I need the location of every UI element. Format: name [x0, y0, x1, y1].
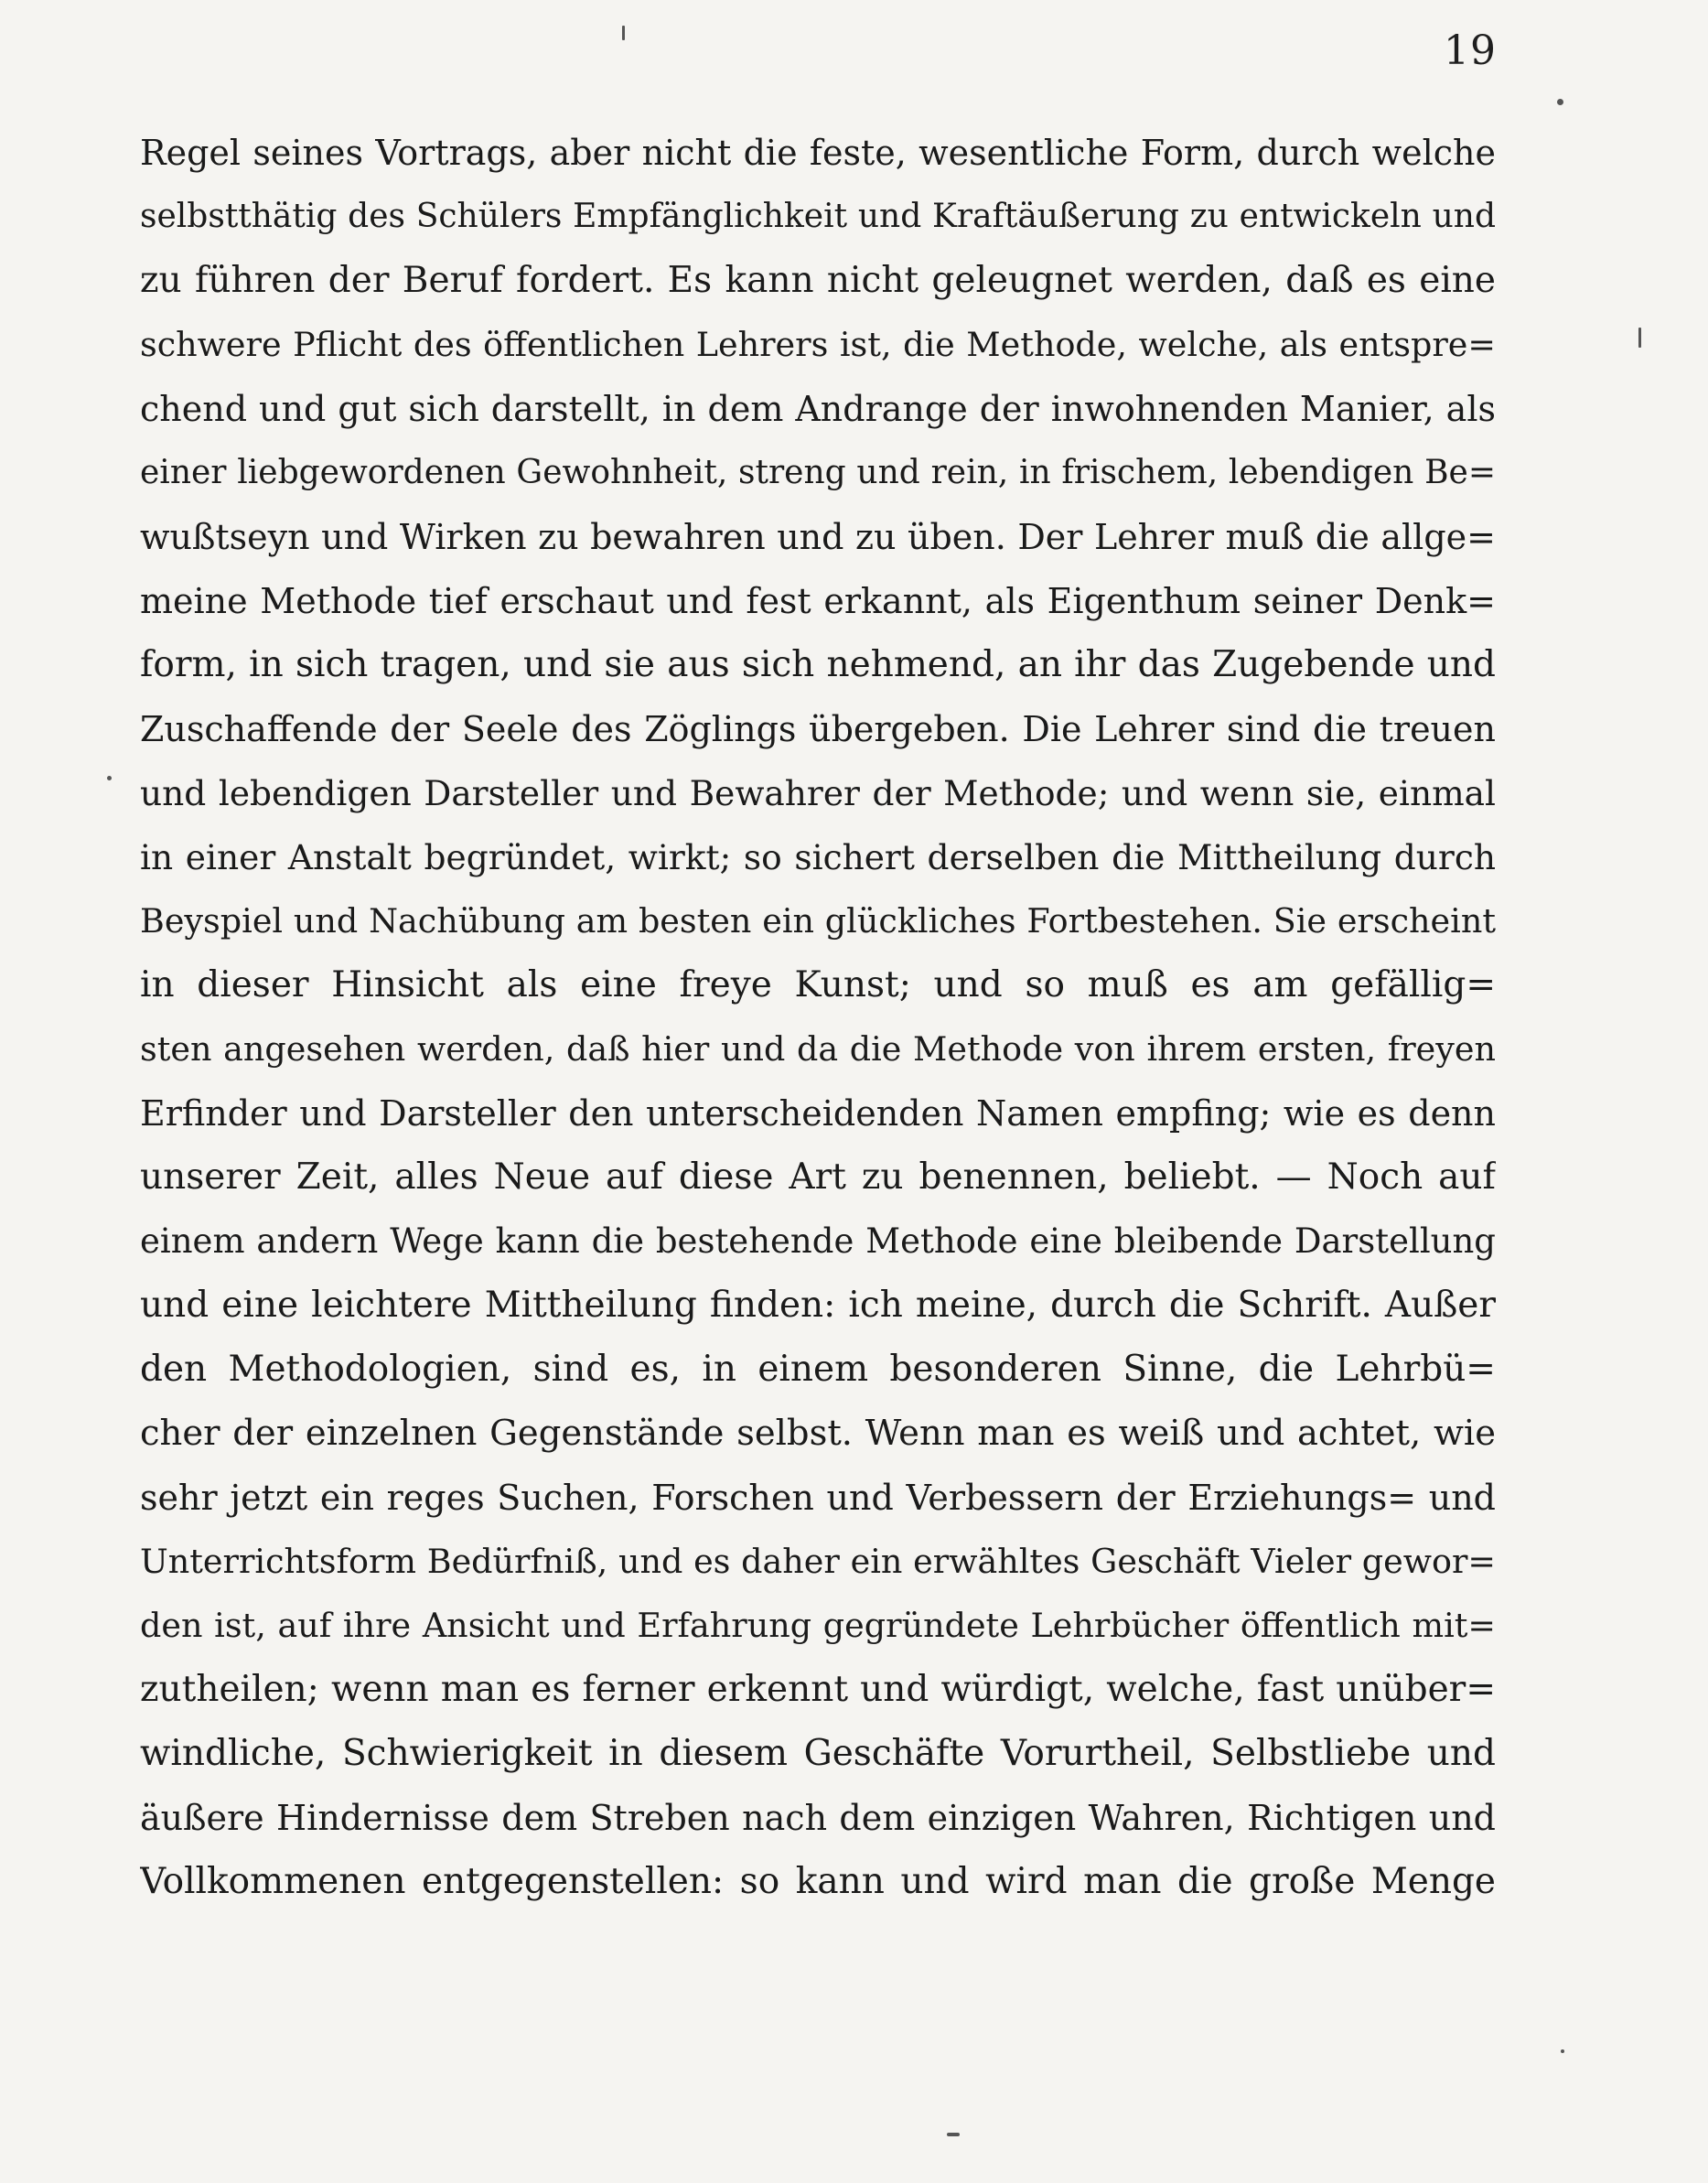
scan-speck	[1638, 328, 1641, 348]
scan-speck	[622, 26, 625, 40]
text-line: chend und gut sich darstellt, in dem Andrange der inwohnenden Manier, als	[140, 389, 1496, 429]
text-line: und eine leichtere Mittheilung finden: ich meine, durch die Schrift. Außer	[140, 1285, 1496, 1326]
text-line: Erfinder und Darsteller den unterscheidenden Namen empfing; wie es denn	[140, 1093, 1496, 1134]
text-line: einem andern Wege kann die bestehende Methode eine bleibende Darstellung	[140, 1221, 1496, 1261]
body-text	[140, 121, 1496, 1914]
text-line: cher der einzelnen Gegenstände selbst. Wenn man es weiß und achtet, wie	[140, 1413, 1496, 1454]
text-line: wußtseyn und Wirken zu bewahren und zu üben. Der Lehrer muß die allge=	[140, 517, 1496, 557]
scan-speck	[1557, 99, 1563, 105]
text-line: Beyspiel und Nachübung am besten ein glückliches Fortbestehen. Sie erscheint	[140, 901, 1496, 941]
text-line: in dieser Hinsicht als eine freye Kunst; und so muß es am gefällig=	[140, 964, 1496, 1005]
text-line: meine Methode tief erschaut und fest erkannt, als Eigenthum seiner Denk=	[140, 581, 1496, 621]
text-line: in einer Anstalt begründet, wirkt; so sichert derselben die Mittheilung durch	[140, 837, 1496, 877]
text-line: sehr jetzt ein reges Suchen, Forschen und Verbessern der Erziehungs= und	[140, 1478, 1496, 1518]
text-line: zutheilen; wenn man es ferner erkennt und würdigt, welche, fast unüber=	[140, 1669, 1496, 1710]
text-line: den Methodologien, sind es, in einem besonderen Sinne, die Lehrbü=	[140, 1349, 1496, 1390]
text-line: form, in sich tragen, und sie aus sich nehmend, an ihr das Zugebende und	[140, 644, 1496, 685]
page-number: 19	[1444, 27, 1497, 74]
text-line: windliche, Schwierigkeit in diesem Geschäfte Vorurtheil, Selbstliebe und	[140, 1733, 1496, 1774]
text-line: selbstthätig des Schülers Empfänglichkeit und Kraftäußerung zu entwickeln und	[140, 198, 1496, 235]
text-line: äußere Hindernisse dem Streben nach dem einzigen Wahren, Richtigen und	[140, 1798, 1496, 1838]
text-line: Unterrichtsform Bedürfniß, und es daher ein erwähltes Geschäft Vieler gewor=	[140, 1542, 1496, 1581]
scan-speck	[107, 776, 112, 780]
text-line: den ist, auf ihre Ansicht und Erfahrung gegründete Lehrbücher öffentlich mit=	[140, 1606, 1496, 1645]
text-line: Regel seines Vortrags, aber nicht die feste, wesentliche Form, durch welche	[140, 133, 1496, 173]
text-line: schwere Pflicht des öffentlichen Lehrers ist, die Methode, welche, als entspre=	[140, 325, 1496, 364]
text-line: und lebendigen Darsteller und Bewahrer der Methode; und wenn sie, einmal	[140, 773, 1496, 813]
text-line: sten angesehen werden, daß hier und da die Methode von ihrem ersten, freyen	[140, 1029, 1496, 1069]
text-line: zu führen der Beruf fordert. Es kann nicht geleugnet werden, daß es eine	[140, 260, 1496, 301]
text-line: unserer Zeit, alles Neue auf diese Art zu benennen, beliebt. — Noch auf	[140, 1156, 1496, 1198]
scan-speck	[1561, 2049, 1564, 2053]
text-line: Zuschaffende der Seele des Zöglings übergeben. Die Lehrer sind die treuen	[140, 709, 1496, 749]
scan-speck	[947, 2133, 960, 2136]
text-line: einer liebgewordenen Gewohnheit, streng und rein, in frischem, lebendigen Be=	[140, 454, 1496, 491]
text-line: Vollkommenen entgegenstellen: so kann und wird man die große Menge	[140, 1861, 1496, 1902]
